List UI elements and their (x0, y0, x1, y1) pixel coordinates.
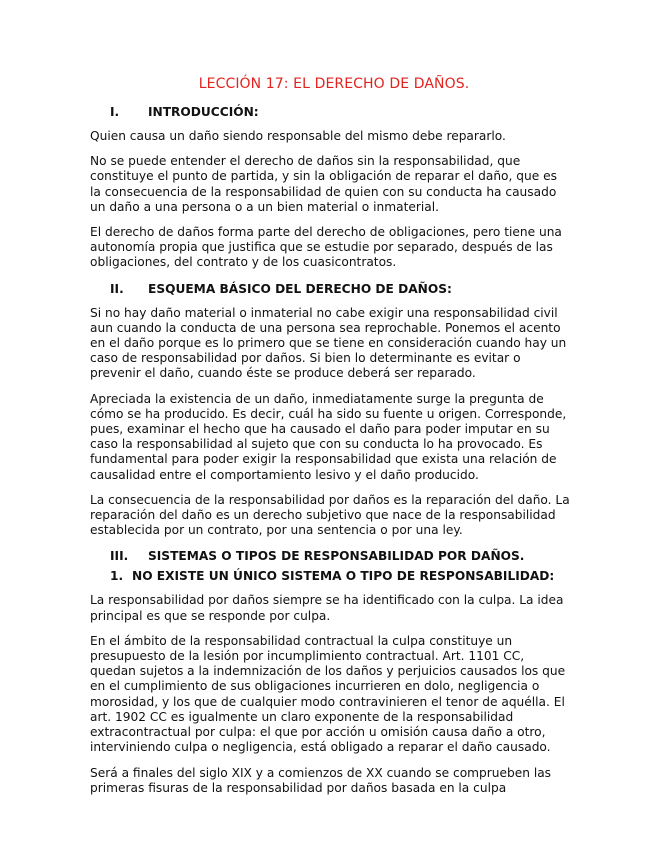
paragraph: Si no hay daño material o inmaterial no cabe exigir una responsabilidad civil aun cuando la conducta de una persona sea reprochable. Ponemos el acento en el daño porque es lo primero que se tiene en consideración cuando hay un caso de responsabilidad por daños. Si bien lo determinante es evitar o prevenir el daño, cuando éste se produce deberá ser reparado. (90, 305, 567, 381)
paragraph: En el ámbito de la responsabilidad contractual la culpa constituye un presupuesto de la lesión por incumplimiento contractual. Art. 1101 CC, quedan sujetos a la indemnización de los daños y perjuicios causados los que en el cumplimiento de sus obligaciones incurrieren en dolo, negligencia o morosidad, y los que de cualquier modo contravinieren el tenor de aquélla. El art. 1902 CC es igualmente un claro exponente de la responsabilidad extracontractual por culpa: el que por acción u omisión causa daño a otro, interviniendo culpa o negligencia, está obligado a reparar el daño causado. (90, 633, 566, 755)
section-heading-3 (90, 548, 570, 564)
document-page (90, 74, 570, 806)
paragraph: Será a finales del siglo XIX y a comienzos de XX cuando se comprueben las primeras fisuras de la responsabilidad por daños basada en la culpa (90, 765, 552, 795)
paragraph: Apreciada la existencia de un daño, inmediatamente surge la pregunta de cómo se ha producido. Es decir, cuál ha sido su fuente u origen. Corresponde, pues, examinar el hecho que ha causado el daño para poder imputar en su caso la responsabilidad al sujeto que con su conducta lo ha provocado. Es fundamental para poder exigir la responsabilidad que exista una relación de causalidad entre el comportamiento lesivo y el daño producido. (90, 391, 567, 482)
page-title: LECCIÓN 17: EL DERECHO DE DAÑOS. (198, 76, 470, 92)
section-title: INTRODUCCIÓN: (148, 105, 259, 119)
section-heading-1 (90, 104, 570, 120)
subsection-number: 1. (110, 569, 124, 584)
section-title: SISTEMAS O TIPOS DE RESPONSABILIDAD POR DAÑOS. (148, 549, 525, 564)
paragraph: Quien causa un daño siendo responsable del mismo debe repararlo. (90, 129, 506, 143)
paragraph: La responsabilidad por daños siempre se ha identificado con la culpa. La idea principal es que se responde por culpa. (90, 593, 564, 623)
section-title: ESQUEMA BÁSICO DEL DERECHO DE DAÑOS: (148, 281, 452, 296)
paragraph: No se puede entender el derecho de daños sin la responsabilidad, que constituye el punto de partida, y sin la obligación de reparar el daño, que es la consecuencia de la responsabilidad de quien con su conducta ha causado un daño a una persona o a un bien material o inmaterial. (90, 154, 557, 214)
subsection-heading (90, 568, 570, 584)
paragraph: El derecho de daños forma parte del derecho de obligaciones, pero tiene una autonomía propia que justifica que se estudie por separado, después de las obligaciones, del contrato y de los cuasicontratos. (90, 225, 562, 270)
section-number: I. (110, 105, 120, 119)
section-heading-2 (90, 281, 570, 297)
section-number: III. (110, 549, 129, 564)
subsection-title: NO EXISTE UN ÚNICO SISTEMA O TIPO DE RESPONSABILIDAD: (132, 569, 555, 584)
paragraph: La consecuencia de la responsabilidad por daños es la reparación del daño. La reparación del daño es un derecho subjetivo que nace de la responsabilidad establecida por un contrato, por una sentencia o por una ley. (90, 492, 570, 538)
section-number: II. (110, 281, 124, 296)
